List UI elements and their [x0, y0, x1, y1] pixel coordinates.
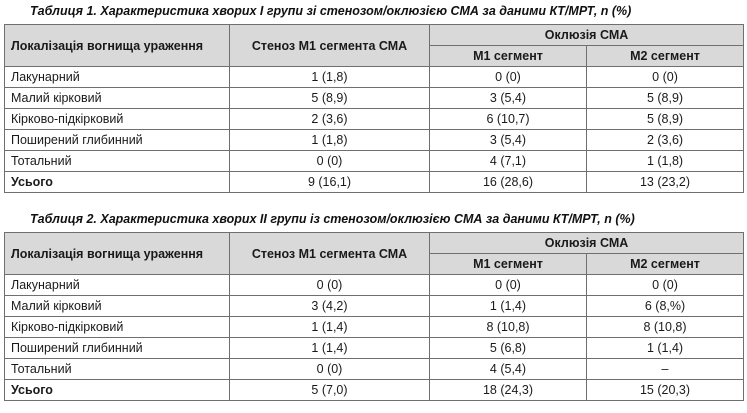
cell-stenosis: 1 (1,4): [230, 338, 430, 359]
cell-stenosis: 3 (4,2): [230, 296, 430, 317]
header-m1: М1 сегмент: [430, 46, 587, 67]
cell-m1: 4 (7,1): [430, 151, 587, 172]
row-label: Поширений глибинний: [5, 130, 230, 151]
cell-stenosis: 5 (8,9): [230, 88, 430, 109]
cell-m2: 13 (23,2): [587, 172, 744, 193]
row-label: Кірково-підкірковий: [5, 317, 230, 338]
cell-stenosis: 9 (16,1): [230, 172, 430, 193]
table-row: [5, 151, 744, 172]
row-label: Тотальний: [5, 359, 230, 380]
header-m2: М2 сегмент: [587, 46, 744, 67]
cell-m2: 15 (20,3): [587, 380, 744, 401]
row-label: Поширений глибинний: [5, 338, 230, 359]
cell-m2: 2 (3,6): [587, 130, 744, 151]
cell-m1: 18 (24,3): [430, 380, 587, 401]
table-total-row: [5, 172, 744, 193]
cell-m1: 16 (28,6): [430, 172, 587, 193]
table-row: [5, 275, 744, 296]
cell-m2: 5 (8,9): [587, 88, 744, 109]
header-occlusion: Оклюзія СМА: [430, 25, 744, 46]
cell-m2: 1 (1,8): [587, 151, 744, 172]
cell-m2: –: [587, 359, 744, 380]
cell-stenosis: 0 (0): [230, 359, 430, 380]
cell-m1: 5 (6,8): [430, 338, 587, 359]
table-row: [5, 338, 744, 359]
cell-m2: 0 (0): [587, 67, 744, 88]
header-occlusion: Оклюзія СМА: [430, 233, 744, 254]
cell-m2: 1 (1,4): [587, 338, 744, 359]
row-label: Лакунарний: [5, 67, 230, 88]
header-location: Локалізація вогнища ураження: [5, 233, 230, 275]
header-stenosis: Стеноз М1 сегмента СМА: [230, 25, 430, 67]
cell-m2: 8 (10,8): [587, 317, 744, 338]
cell-m1: 0 (0): [430, 275, 587, 296]
row-label: Тотальний: [5, 151, 230, 172]
row-label: Малий кірковий: [5, 88, 230, 109]
table-row: [5, 88, 744, 109]
table-1-caption: Таблиця 1. Характеристика хворих І групи зі стенозом/оклюзією СМА за даними КТ/МРТ, n (%): [30, 4, 632, 18]
cell-m1: 6 (10,7): [430, 109, 587, 130]
cell-m1: 8 (10,8): [430, 317, 587, 338]
cell-stenosis: 1 (1,8): [230, 130, 430, 151]
table-total-row: [5, 380, 744, 401]
cell-stenosis: 5 (7,0): [230, 380, 430, 401]
table-row: [5, 296, 744, 317]
row-label: Усього: [5, 380, 230, 401]
row-label: Лакунарний: [5, 275, 230, 296]
cell-m1: 3 (5,4): [430, 88, 587, 109]
table-row: [5, 317, 744, 338]
cell-m2: 5 (8,9): [587, 109, 744, 130]
cell-m2: 0 (0): [587, 275, 744, 296]
cell-stenosis: 1 (1,8): [230, 67, 430, 88]
header-location: Локалізація вогнища ураження: [5, 25, 230, 67]
row-label: Усього: [5, 172, 230, 193]
cell-m1: 1 (1,4): [430, 296, 587, 317]
cell-stenosis: 1 (1,4): [230, 317, 430, 338]
header-stenosis: Стеноз М1 сегмента СМА: [230, 233, 430, 275]
cell-m1: 0 (0): [430, 67, 587, 88]
table-2-caption: Таблиця 2. Характеристика хворих ІІ групи із стенозом/оклюзією СМА за даними КТ/МРТ, n (%): [30, 212, 635, 226]
cell-m1: 4 (5,4): [430, 359, 587, 380]
cell-m1: 3 (5,4): [430, 130, 587, 151]
cell-stenosis: 0 (0): [230, 151, 430, 172]
table-1: [4, 24, 744, 193]
cell-m2: 6 (8,%): [587, 296, 744, 317]
cell-stenosis: 0 (0): [230, 275, 430, 296]
table-row: [5, 130, 744, 151]
row-label: Кірково-підкірковий: [5, 109, 230, 130]
table-row: [5, 359, 744, 380]
row-label: Малий кірковий: [5, 296, 230, 317]
header-m2: М2 сегмент: [587, 254, 744, 275]
table-2: [4, 232, 744, 401]
table-row: [5, 67, 744, 88]
header-m1: М1 сегмент: [430, 254, 587, 275]
cell-stenosis: 2 (3,6): [230, 109, 430, 130]
table-row: [5, 109, 744, 130]
